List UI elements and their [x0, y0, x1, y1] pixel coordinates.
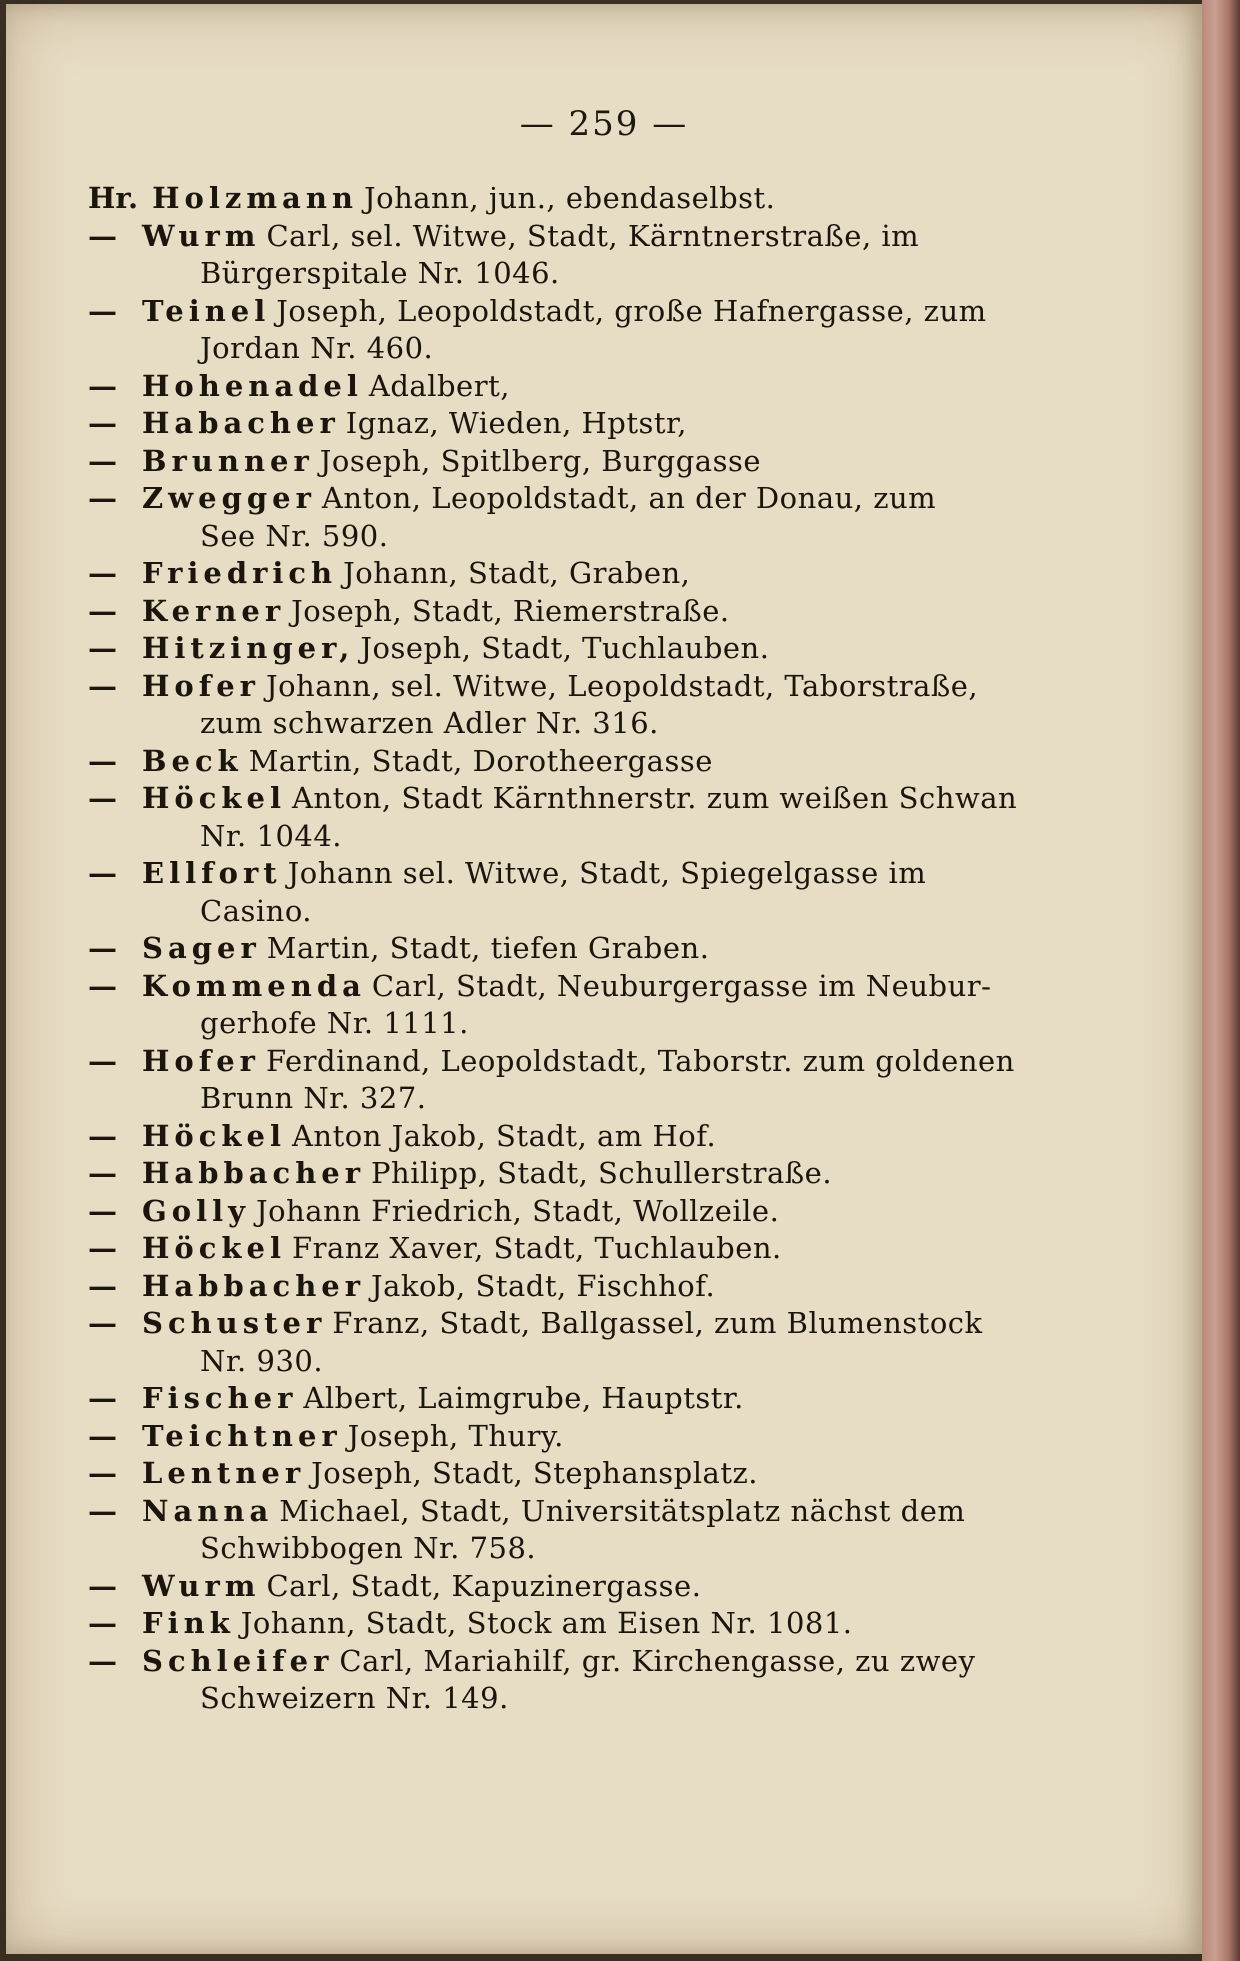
- entry-surname: Habbacher: [142, 1156, 366, 1190]
- entry-text: Carl, sel. Witwe, Stadt, Kärntnerstraße, im: [266, 218, 920, 253]
- entry-continuation-line: [88, 1680, 1068, 1718]
- entry-continuation-line: [88, 705, 1068, 743]
- entry-first-line: [88, 1643, 1068, 1681]
- entry-text: Carl, Stadt, Neuburgergasse im Neubur-: [371, 968, 992, 1003]
- entry-first-line: [88, 180, 1068, 218]
- entry-lead: —: [88, 631, 117, 665]
- entry-lead: —: [88, 743, 117, 778]
- entry-text: Adalbert,: [368, 368, 510, 403]
- entry: [88, 1643, 1068, 1718]
- entry: [88, 443, 1068, 481]
- entry-surname: Fischer: [142, 1381, 298, 1415]
- entry-text: Anton Jakob, Stadt, am Hof.: [291, 1118, 717, 1153]
- entry-continuation-line: [88, 893, 1068, 931]
- entry-lead: —: [88, 593, 117, 628]
- entry-lead: —: [88, 931, 117, 965]
- entry-text: Joseph, Thury.: [347, 1418, 564, 1453]
- entry-lead: —: [88, 1306, 117, 1340]
- entry-first-line: [88, 293, 1068, 331]
- entry-text: Johann, Stadt, Graben,: [343, 556, 691, 590]
- entry-surname: Golly: [142, 1193, 250, 1228]
- entry-text: Joseph, Leopoldstadt, große Hafnergasse, zum: [276, 293, 987, 328]
- entry-first-line: [88, 630, 1068, 668]
- entry-first-line: [88, 1605, 1068, 1643]
- entry-text: Jordan Nr. 460.: [200, 331, 434, 365]
- entry-first-line: [88, 218, 1068, 256]
- entry: [88, 1305, 1068, 1380]
- entry-first-line: [88, 405, 1068, 443]
- entry-surname: Kerner: [142, 593, 286, 628]
- entry-first-line: [88, 443, 1068, 481]
- entry-text: Michael, Stadt, Universitätsplatz nächst dem: [279, 1493, 966, 1528]
- entry-first-line: [88, 668, 1068, 706]
- entry-surname: Holzmann: [152, 181, 358, 215]
- entry-surname: Teichtner: [142, 1418, 342, 1453]
- entry-surname: Habacher: [142, 406, 340, 440]
- entry-surname: Hofer: [142, 668, 260, 703]
- entry-continuation-line: [88, 1343, 1068, 1381]
- entry-continuation-line: [88, 330, 1068, 368]
- entry: [88, 1493, 1068, 1568]
- entry: [88, 930, 1068, 968]
- entry-surname: Friedrich: [142, 556, 338, 590]
- entry: [88, 180, 1068, 218]
- entry-lead: —: [88, 856, 117, 890]
- entry-surname: Hohenadel: [142, 368, 363, 403]
- entry: [88, 1605, 1068, 1643]
- entry-lead: —: [88, 443, 117, 478]
- entry-lead: —: [88, 1043, 117, 1078]
- entry-text: Casino.: [200, 893, 312, 928]
- entry-lead: —: [88, 1231, 117, 1265]
- entry: [88, 405, 1068, 443]
- entry-lead: —: [88, 1118, 117, 1153]
- entry-text: See Nr. 590.: [200, 518, 389, 553]
- entry-list: [88, 180, 1068, 1718]
- entry-lead: —: [88, 968, 117, 1003]
- entry-lead: —: [88, 1156, 117, 1190]
- entry-lead: —: [88, 1493, 117, 1528]
- entry-lead: —: [88, 218, 117, 253]
- entry: [88, 1418, 1068, 1456]
- entry-text: Anton, Stadt Kärnthnerstr. zum weißen Schwan: [291, 781, 1018, 815]
- entry-surname: Beck: [142, 743, 243, 778]
- entry-surname: Habbacher: [142, 1268, 366, 1303]
- page-number: — 259 —: [519, 104, 689, 144]
- entry-text: Ferdinand, Leopoldstadt, Taborstr. zum goldenen: [265, 1043, 1015, 1078]
- entry-text: Schweizern Nr. 149.: [200, 1681, 509, 1715]
- entry-surname: Nanna: [142, 1493, 274, 1528]
- entry-lead: —: [88, 1456, 117, 1490]
- entry-surname: Sager: [142, 931, 261, 965]
- entry-continuation-line: [88, 255, 1068, 293]
- entry-first-line: [88, 968, 1068, 1006]
- entry: [88, 1568, 1068, 1606]
- entry-surname: Höckel: [142, 1231, 286, 1265]
- entry: [88, 855, 1068, 930]
- entry-text: Joseph, Stadt, Riemerstraße.: [291, 593, 730, 628]
- entry-first-line: [88, 368, 1068, 406]
- entry-text: Johann, jun., ebendaselbst.: [364, 181, 776, 215]
- entry-text: Franz Xaver, Stadt, Tuchlauben.: [291, 1231, 782, 1265]
- entry-first-line: [88, 1230, 1068, 1268]
- entry-surname: Brunner: [142, 443, 314, 478]
- entry-lead: —: [88, 1568, 117, 1603]
- entry-text: Philipp, Stadt, Schullerstraße.: [371, 1156, 833, 1190]
- entry-first-line: [88, 1455, 1068, 1493]
- entry-lead: Hr.: [88, 181, 139, 215]
- entry-surname: Wurm: [142, 1568, 261, 1603]
- entry-first-line: [88, 1380, 1068, 1418]
- entry-surname: Schuster: [142, 1306, 327, 1340]
- entry: [88, 293, 1068, 368]
- entry-lead: —: [88, 1381, 117, 1415]
- entry-text: Bürgerspitale Nr. 1046.: [200, 256, 560, 290]
- entry-text: Albert, Laimgrube, Hauptstr.: [303, 1381, 744, 1415]
- entry-text: Martin, Stadt, tiefen Graben.: [266, 931, 710, 965]
- entry: [88, 780, 1068, 855]
- entry-first-line: [88, 593, 1068, 631]
- entry-text: Ignaz, Wieden, Hptstr,: [345, 406, 687, 440]
- entry-text: Johann, Stadt, Stock am Eisen Nr. 1081.: [240, 1606, 853, 1640]
- entry: [88, 1155, 1068, 1193]
- entry-first-line: [88, 1268, 1068, 1306]
- entry-surname: Höckel: [142, 781, 286, 815]
- entry-surname: Zwegger: [142, 481, 316, 515]
- entry-surname: Fink: [142, 1606, 235, 1640]
- entry-first-line: [88, 1568, 1068, 1606]
- entry-first-line: [88, 1118, 1068, 1156]
- entry-lead: —: [88, 481, 117, 515]
- entry-first-line: [88, 1305, 1068, 1343]
- entry-continuation-line: [88, 518, 1068, 556]
- entry-first-line: [88, 1418, 1068, 1456]
- entry-first-line: [88, 780, 1068, 818]
- entry-lead: —: [88, 1606, 117, 1640]
- entry-first-line: [88, 555, 1068, 593]
- entry-text: Franz, Stadt, Ballgassel, zum Blumenstock: [332, 1306, 983, 1340]
- entry-first-line: [88, 1043, 1068, 1081]
- entry-lead: —: [88, 293, 117, 328]
- entry: [88, 1118, 1068, 1156]
- entry-lead: —: [88, 556, 117, 590]
- entry: [88, 968, 1068, 1043]
- entry-surname: Kommenda: [142, 968, 366, 1003]
- entry-surname: Ellfort: [142, 856, 282, 890]
- book-page: [6, 4, 1202, 1954]
- entry-text: Schwibbogen Nr. 758.: [200, 1531, 537, 1565]
- entry-text: Anton, Leopoldstadt, an der Donau, zum: [321, 481, 937, 515]
- entry: [88, 668, 1068, 743]
- entry-lead: —: [88, 1643, 117, 1678]
- entry: [88, 1380, 1068, 1418]
- entry-text: Martin, Stadt, Dorotheergasse: [248, 743, 713, 778]
- entry-lead: —: [88, 406, 117, 440]
- entry: [88, 368, 1068, 406]
- entry-continuation-line: [88, 1530, 1068, 1568]
- entry: [88, 593, 1068, 631]
- entry-first-line: [88, 743, 1068, 781]
- entry-surname: Hitzinger,: [142, 631, 355, 665]
- entry: [88, 630, 1068, 668]
- entry-lead: —: [88, 1193, 117, 1228]
- entry: [88, 1193, 1068, 1231]
- entry-text: Brunn Nr. 327.: [200, 1081, 427, 1115]
- entry-text: gerhofe Nr. 1111.: [200, 1006, 469, 1040]
- entry-text: zum schwarzen Adler Nr. 316.: [200, 706, 659, 740]
- entry-first-line: [88, 1193, 1068, 1231]
- entry: [88, 1043, 1068, 1118]
- entry-surname: Teinel: [142, 293, 271, 328]
- entry-text: Nr. 930.: [200, 1343, 324, 1378]
- entry-first-line: [88, 1493, 1068, 1531]
- entry: [88, 480, 1068, 555]
- entry-text: Nr. 1044.: [200, 818, 343, 853]
- entry-text: Joseph, Spitlberg, Burggasse: [319, 443, 762, 478]
- entry-text: Johann sel. Witwe, Stadt, Spiegelgasse im: [287, 856, 927, 890]
- entry: [88, 555, 1068, 593]
- entry-first-line: [88, 930, 1068, 968]
- entry-text: Joseph, Stadt, Tuchlauben.: [360, 631, 770, 665]
- entry: [88, 218, 1068, 293]
- entry-surname: Wurm: [142, 218, 261, 253]
- entry-surname: Hofer: [142, 1043, 260, 1078]
- entry-surname: Höckel: [142, 1118, 286, 1153]
- entry-text: Johann Friedrich, Stadt, Wollzeile.: [256, 1193, 780, 1228]
- entry-lead: —: [88, 1418, 117, 1453]
- entry: [88, 743, 1068, 781]
- entry-continuation-line: [88, 818, 1068, 856]
- entry: [88, 1268, 1068, 1306]
- entry-continuation-line: [88, 1080, 1068, 1118]
- entry-first-line: [88, 480, 1068, 518]
- entry-text: Johann, sel. Witwe, Leopoldstadt, Taborstraße,: [265, 668, 979, 703]
- entry-continuation-line: [88, 1005, 1068, 1043]
- entry-lead: —: [88, 368, 117, 403]
- entry-first-line: [88, 1155, 1068, 1193]
- entry-lead: —: [88, 668, 117, 703]
- entry-lead: —: [88, 1268, 117, 1303]
- page-edge: [1202, 0, 1240, 1961]
- entry-first-line: [88, 855, 1068, 893]
- entry: [88, 1455, 1068, 1493]
- entry-text: Carl, Mariahilf, gr. Kirchengasse, zu zwey: [339, 1643, 976, 1678]
- entry-text: Jakob, Stadt, Fischhof.: [371, 1268, 716, 1303]
- entry-lead: —: [88, 781, 117, 815]
- entry: [88, 1230, 1068, 1268]
- entry-text: Joseph, Stadt, Stephansplatz.: [311, 1456, 758, 1490]
- entry-text: Carl, Stadt, Kapuzinergasse.: [266, 1568, 702, 1603]
- entry-surname: Schleifer: [142, 1643, 334, 1678]
- entry-surname: Lentner: [142, 1456, 306, 1490]
